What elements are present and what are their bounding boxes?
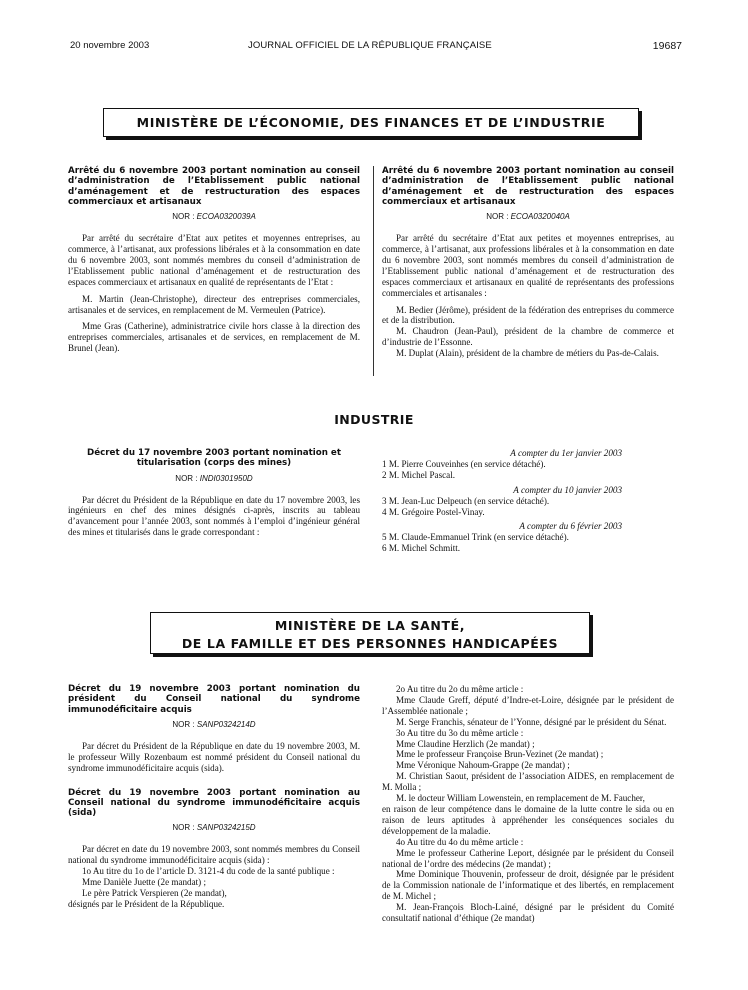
article-5-paragraph: 1o Au titre du 1o de l’article D. 3121-4 du code de la santé publique : xyxy=(82,866,335,877)
column-divider xyxy=(373,166,374,376)
article-5-title: Décret du 19 novembre 2003 portant nomination au Conseil national du syndrome immunodéficitaire acquis (sida) xyxy=(68,787,360,819)
header-page-number: 19687 xyxy=(652,40,682,52)
ministry-health-title-line: DE LA FAMILLE ET DES PERSONNES HANDICAPÉES xyxy=(181,636,559,651)
article-4-title: Décret du 19 novembre 2003 portant nomination du président du Conseil national du syndrome immunodéficitaire acquis xyxy=(68,684,360,715)
section-industrie-title: INDUSTRIE xyxy=(334,412,414,427)
ministry-health-title-line: MINISTÈRE DE LA SANTÉ, xyxy=(274,618,466,633)
article-1-paragraph: M. Martin (Jean-Christophe), directeur des entreprises commerciales, artisanales et de services, en remplacement de M. Vermeulen (Patrice). xyxy=(68,293,360,315)
article-1 xyxy=(68,166,360,354)
article-1-paragraph: Mme Gras (Catherine), administratrice civile hors classe à la direction des entreprises commerciales, artisanales et de services, en remplacement de M. Brunel (Jean). xyxy=(68,321,360,354)
list-item: 1 M. Pierre Couveinhes (en service détaché). xyxy=(382,458,546,469)
article-2-paragraph: M. Bedier (Jérôme), président de la fédération des entreprises du commerce et de la distribution. xyxy=(382,304,674,326)
list-item: 3 M. Jean-Luc Delpeuch (en service détaché). xyxy=(382,495,550,506)
list-item: 6 M. Michel Schmitt. xyxy=(382,543,461,554)
article-2-paragraph: M. Duplat (Alain), président de la chambre de métiers du Pas-de-Calais. xyxy=(396,348,659,359)
article-5-paragraph: désignés par le Président de la République. xyxy=(68,898,225,909)
article-5-line: 4o Au titre du 4o du même article : xyxy=(396,836,524,847)
list-subheading: A compter du 1er janvier 2003 xyxy=(510,448,622,458)
article-4-paragraph: Par décret du Président de la République en date du 19 novembre 2003, M. le professeur Willy Rozenbaum est nommé président du Conseil national du syndrome immunodéficitaire acquis (sida). xyxy=(68,740,360,773)
list-subheading: A compter du 6 février 2003 xyxy=(519,521,622,532)
article-5-line: 3o Au titre du 3o du même article : xyxy=(396,727,524,738)
article-5-line: M. Christian Saout, président de l’association AIDES, en remplacement de M. Molla ; xyxy=(382,771,674,793)
header-date: 20 novembre 2003 xyxy=(70,40,150,51)
article-5-line: M. le docteur William Lowenstein, en remplacement de M. Faucher, xyxy=(396,793,645,804)
article-5-line: Mme le professeur Françoise Brun-Vezinet (2e mandat) ; xyxy=(396,749,604,760)
article-2-paragraph: Par arrêté du secrétaire d’Etat aux petites et moyennes entreprises, au commerce, à l’artisanat, aux professions libérales et à la consommation en date du 6 novembre 2003, sont nommés membres du conseil d’administration de l’Etablissement public national d’aménagement et de restructuration des espaces commerciaux et artisanaux en qualité de représentants des professions commerciales et artisanales : xyxy=(382,233,674,298)
article-5-paragraph: Le père Patrick Verspieren (2e mandat), xyxy=(82,887,227,898)
article-3 xyxy=(68,448,360,538)
article-5-paragraph: Par décret en date du 19 novembre 2003, sont nommés membres du Conseil national du syndrome immunodéficitaire acquis (sida) : xyxy=(68,844,360,866)
list-subheading: A compter du 10 janvier 2003 xyxy=(513,484,622,495)
article-3-nor: NOR : INDI0301950D xyxy=(175,473,253,483)
article-5-continued xyxy=(382,684,674,924)
article-5-line: Mme Claude Greff, député d’Indre-et-Loire, désignée par le président de l’Assemblée nationale ; xyxy=(382,694,674,716)
article-5-line: M. Serge Franchis, sénateur de l’Yonne, désigné par le président du Sénat. xyxy=(396,716,667,727)
article-1-nor: NOR : ECOA0320039A xyxy=(172,212,256,222)
article-2 xyxy=(382,166,674,359)
article-5-line: Mme Claudine Herzlich (2e mandat) ; xyxy=(396,738,535,749)
article-3-list xyxy=(382,448,674,554)
article-5-line: 2o Au titre du 2o du même article : xyxy=(396,684,524,694)
article-2-nor: NOR : ECOA0320040A xyxy=(486,212,570,222)
header-journal-title: JOURNAL OFFICIEL DE LA RÉPUBLIQUE FRANÇAISE xyxy=(248,40,492,51)
article-4-nor: NOR : SANP0324214D xyxy=(172,719,256,729)
article-5-line: Mme Dominique Thouvenin, professeur de droit, désignée par le président de la Commission nationale de l’informatique et des libertés, en remplacement de M. Michel ; xyxy=(382,869,674,902)
article-5-nor: NOR : SANP0324215D xyxy=(172,823,256,833)
article-4 xyxy=(68,684,360,910)
article-5-line: en raison de leur compétence dans le domaine de la lutte contre le sida ou en raison de leurs aptitudes à appréhender les conséquences sociales du développement de la maladie. xyxy=(382,803,674,836)
ministry-economy-title: MINISTÈRE DE L’ÉCONOMIE, DES FINANCES ET DE L’INDUSTRIE xyxy=(103,108,639,137)
article-5-line: Mme Véronique Nahoum-Grappe (2e mandat) ; xyxy=(396,760,570,771)
article-2-title: Arrêté du 6 novembre 2003 portant nomination au conseil d’administration de l’Etablissement public national d’aménagement et de restructuration des espaces commerciaux et artisanaux xyxy=(382,166,674,207)
article-3-paragraph: Par décret du Président de la République en date du 17 novembre 2003, les ingénieurs en chef des mines désignés ci-après, inscrits au tableau d’avancement pour l’année 2003, sont nommés à l’emploi d’ingénieur général des mines et titularisés dans le grade correspondant : xyxy=(68,494,360,538)
list-item: 4 M. Grégoire Postel-Vinay. xyxy=(382,506,485,517)
article-5-line: M. Jean-François Bloch-Lainé, désigné par le président du Comité consultatif national d’éthique (2e mandat) xyxy=(382,902,674,924)
article-5-paragraph: Mme Danièle Juette (2e mandat) ; xyxy=(82,877,206,888)
list-item: 5 M. Claude-Emmanuel Trink (en service détaché). xyxy=(382,532,569,543)
article-1-title: Arrêté du 6 novembre 2003 portant nomination au conseil d’administration de l’Etablissement public national d’aménagement et de restructuration des espaces commerciaux et artisanaux xyxy=(68,166,360,207)
list-item: 2 M. Michel Pascal. xyxy=(382,469,455,480)
article-1-paragraph: Par arrêté du secrétaire d’Etat aux petites et moyennes entreprises, au commerce, à l’artisanat, aux professions libérales et à la consommation en date du 6 novembre 2003, sont nommés membres du conseil d’administration de l’Etablissement public national d’aménagement et de restructuration des espaces commerciaux et artisanaux en qualité de représentants de l’Etat : xyxy=(68,233,360,287)
article-5-line: Mme le professeur Catherine Leport, désignée par le président du Conseil national de l’ordre des médecins (2e mandat) ; xyxy=(382,847,674,869)
ministry-health-title xyxy=(150,612,590,654)
article-2-paragraph: M. Chaudron (Jean-Paul), président de la chambre de commerce et d’industrie de l’Essonne. xyxy=(382,326,674,348)
article-3-title: Décret du 17 novembre 2003 portant nomination et titularisation (corps des mines) xyxy=(87,448,341,469)
